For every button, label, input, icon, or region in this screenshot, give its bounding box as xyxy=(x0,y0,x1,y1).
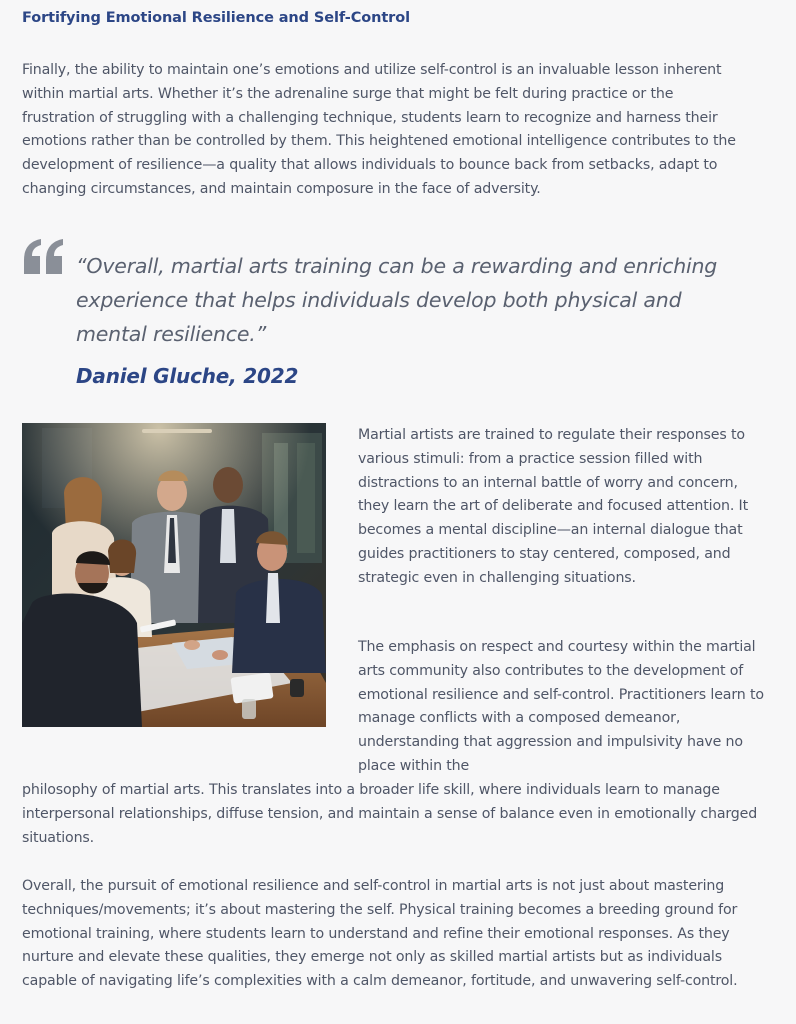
section-heading: Fortifying Emotional Resilience and Self-Control xyxy=(22,10,410,26)
body-paragraph: Martial artists are trained to regulate their responses to various stimuli: from a practice session filled with distractions to an internal battle of worry and concern, they learn the art of deliberate and focused attention. It becomes a mental discipline—an internal dialogue that guides practitioners to stay centered, composed, and strategic even in challenging situations. xyxy=(358,427,748,586)
pull-quote: “Overall, martial arts training can be a rewarding and enriching experience that helps individuals develop both physical and mental resilience.” xyxy=(76,254,718,346)
intro-paragraph: Finally, the ability to maintain one’s emotions and utilize self-control is an invaluable lesson inherent within martial arts. Whether it’s the adrenaline surge that might be felt during practice or the frustration of struggling with a challenging technique, students learn to recognize and harness their emotions rather than be controlled by them. This heightened emotional intelligence contributes to the development of resilience—a quality that allows individuals to bounce back from setbacks, adapt to changing circumstances, and maintain composure in the face of adversity. xyxy=(22,62,736,197)
body-paragraph: The emphasis on respect and courtesy within the martial arts community also contributes to the development of emotional resilience and self-control. Practitioners learn to manage conflicts with a composed demeanor, understanding that aggression and impulsivity have no place within the xyxy=(358,639,764,774)
body-paragraph: Overall, the pursuit of emotional resilience and self-control in martial arts is not just about mastering techniques/movements; it’s about mastering the self. Physical training becomes a breeding ground for emotional training, where students learn to understand and refine their emotional responses. As they nurture and elevate these qualities, they emerge not only as skilled martial artists but as individuals capable of navigating life’s complexities with a calm demeanor, fortitude, and unwavering self-control. xyxy=(22,878,738,990)
business-meeting-photo xyxy=(22,423,326,727)
quote-icon xyxy=(22,236,66,276)
quote-author: Daniel Gluche, 2022 xyxy=(76,364,299,388)
body-paragraph: philosophy of martial arts. This translates into a broader life skill, where individuals learn to manage interpersonal relationships, diffuse tension, and maintain a sense of balance even in emotionally charged situations. xyxy=(22,782,758,846)
